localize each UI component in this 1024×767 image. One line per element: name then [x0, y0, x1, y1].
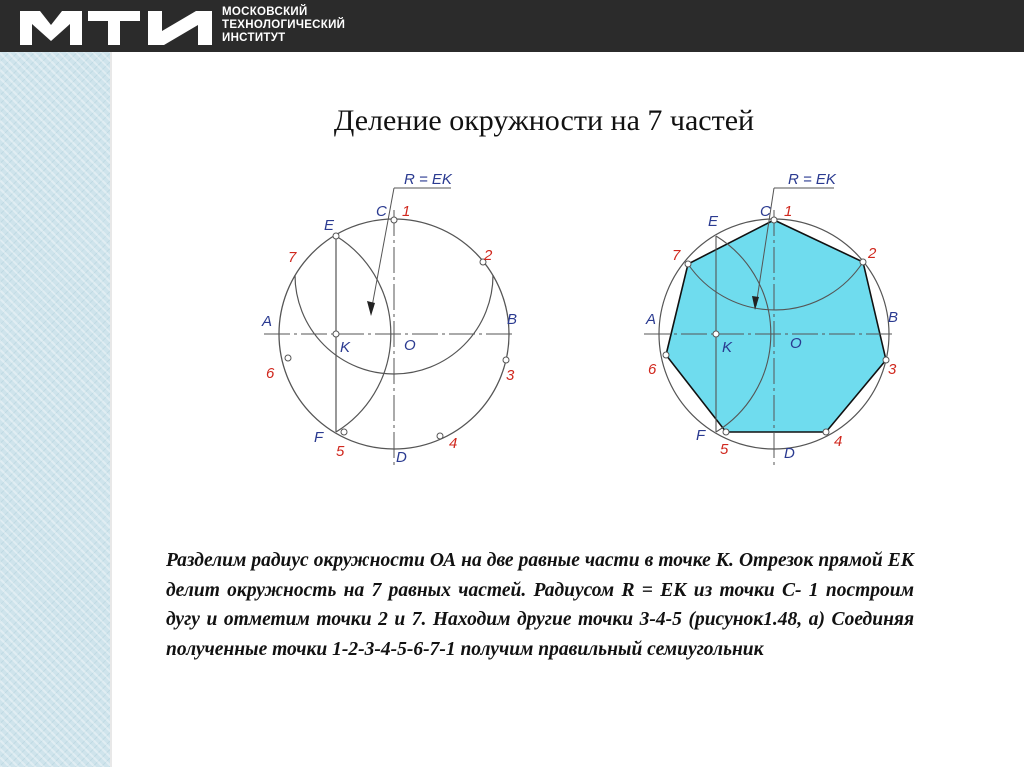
logo-line-1: МОСКОВСКИЙ	[222, 6, 308, 18]
label-a: A	[646, 311, 657, 328]
label-7: 7	[288, 249, 297, 266]
label-e: E	[324, 217, 335, 234]
point-6	[285, 355, 291, 361]
label-c: C	[760, 203, 771, 220]
logo-line-2: ТЕХНОЛОГИЧЕСКИЙ	[222, 19, 346, 31]
header-bar	[0, 0, 1024, 52]
label-d: D	[396, 449, 407, 466]
side-divider	[110, 52, 112, 767]
label-f: F	[696, 427, 706, 444]
point-2	[860, 259, 866, 265]
label-d: D	[784, 445, 795, 462]
point-k	[333, 331, 339, 337]
label-radius: R = EK	[404, 171, 452, 188]
label-radius: R = EK	[788, 171, 836, 188]
label-6: 6	[266, 365, 275, 382]
construction-figure	[244, 160, 544, 470]
label-f: F	[314, 429, 324, 446]
label-o: O	[404, 337, 416, 354]
point-k	[713, 331, 719, 337]
label-k: K	[340, 339, 351, 356]
point-6	[663, 352, 669, 358]
label-o: O	[790, 335, 802, 352]
label-1: 1	[784, 203, 793, 220]
label-k: K	[722, 339, 733, 356]
label-2: 2	[868, 245, 877, 262]
label-5: 5	[336, 443, 345, 460]
label-2: 2	[484, 247, 493, 264]
label-4: 4	[449, 435, 458, 452]
logo-text	[222, 6, 345, 45]
mti-logo	[20, 9, 216, 45]
label-b: B	[888, 309, 899, 326]
heptagon-figure	[624, 160, 924, 470]
label-b: B	[507, 311, 518, 328]
label-a: A	[262, 313, 273, 330]
point-1	[391, 217, 397, 223]
point-1	[771, 217, 777, 223]
point-5	[341, 429, 347, 435]
label-e: E	[708, 213, 719, 230]
description-text: Разделим радиус окружности ОА на две равные части в точке К. Отрезок прямой ЕК делит окружность на 7 равных частей. Радиусом R = ЕК из точки С- 1 построим дугу и отметим точки 2 и 7. Находим другие точки 3-4-5 (рисунок1.48, а) Соединяя полученные точки 1-2-3-4-5-6-7-1 получим правильный семиугольник	[166, 550, 914, 660]
point-4	[823, 429, 829, 435]
point-5	[723, 429, 729, 435]
label-5: 5	[720, 441, 729, 458]
point-3	[503, 357, 509, 363]
label-7: 7	[672, 247, 681, 264]
point-7	[685, 261, 691, 267]
decorative-side-band	[0, 52, 110, 767]
point-4	[437, 433, 443, 439]
label-1: 1	[402, 203, 411, 220]
radius-arrow	[367, 301, 375, 316]
label-6: 6	[648, 361, 657, 378]
label-3: 3	[506, 367, 515, 384]
label-3: 3	[888, 361, 897, 378]
logo-line-3: ИНСТИТУТ	[222, 32, 286, 44]
label-c: C	[376, 203, 387, 220]
heptagon	[666, 220, 886, 432]
slide-title: Деление окружности на 7 частей	[333, 104, 755, 137]
label-4: 4	[834, 433, 843, 450]
